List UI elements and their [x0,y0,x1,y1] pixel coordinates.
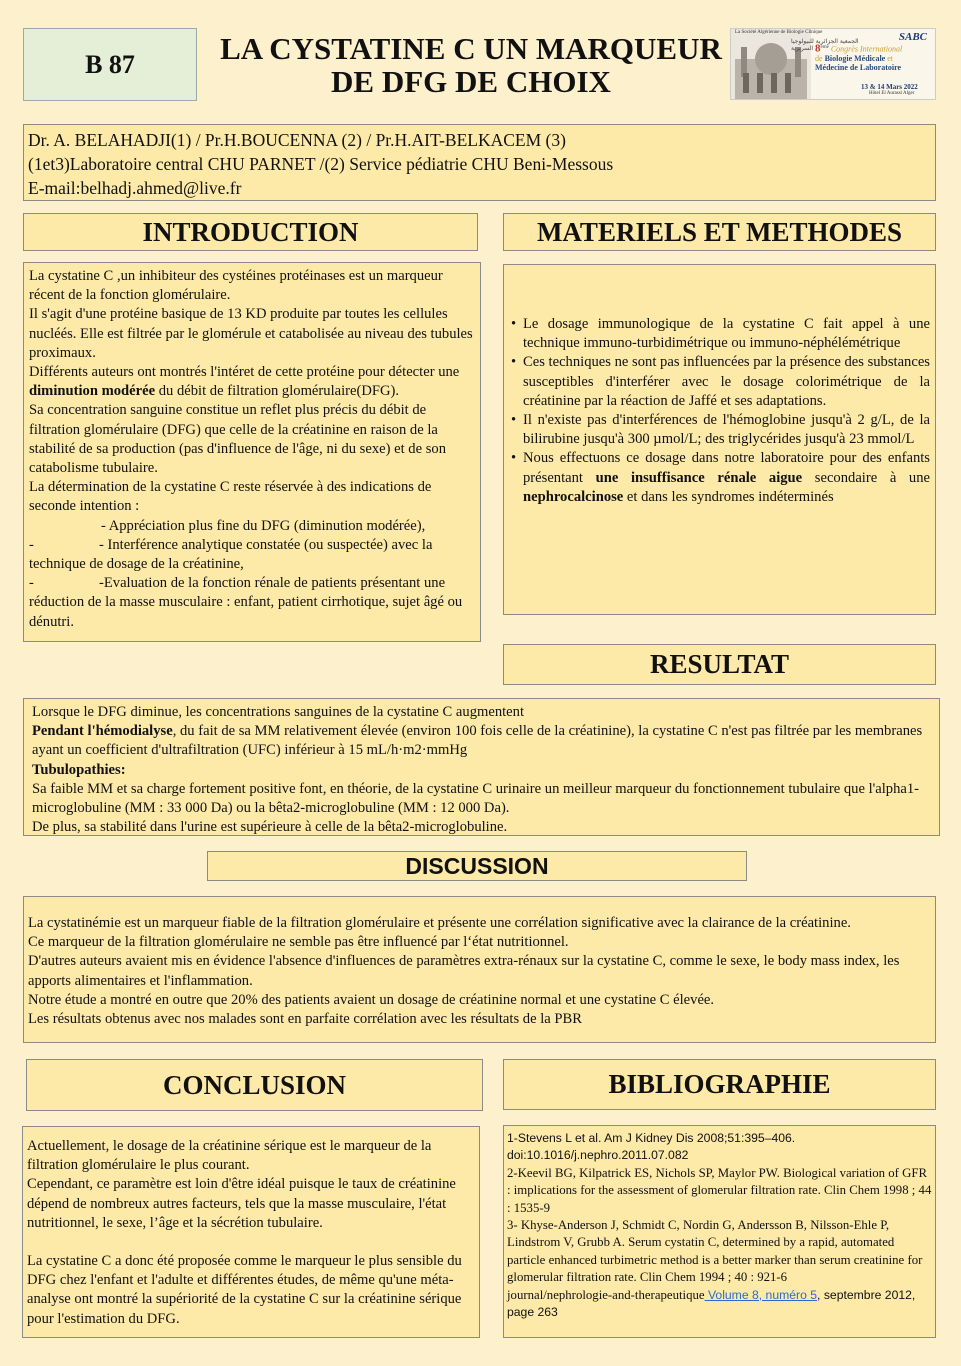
congress-de: de [815,53,823,63]
methods-list [509,315,930,507]
ref-4-journal: journal/nephrologie-and-therapeutique [507,1287,705,1302]
methods-item-4-mid: secondaire à une [802,469,930,486]
resultat-tubulopathies-bold: Tubulopathies: [32,761,126,778]
congress-bio: Biologie Médicale [824,53,886,63]
conclusion-heading: CONCLUSION [162,1069,347,1100]
congress-et: et [887,53,893,63]
authors-email: E-mail:belhadj.ahmed@live.fr [28,178,242,198]
authors-affiliations: (1et3)Laboratoire central CHU PARNET /(2) Service pédiatrie CHU Beni-Messous [28,154,614,174]
methods-item-4 [509,449,930,507]
intro-item-2 [29,536,475,574]
methods-item-4-bold-1: une insuffisance rénale aigue [595,469,803,486]
intro-item-3-text: -Evaluation de la fonction rénale de patients présentant une réduction de la masse musculaire : enfant, patient cirrhotique, sujet âgé ou dénutri. [29,575,463,630]
poster-id: B 87 [85,49,135,79]
resultat-heading: RESULTAT [649,649,790,679]
discussion-line-5: Les résultats obtenus avec nos malades sont en parfaite corrélation avec les résultats de la PBR [28,1011,582,1028]
ref-2: 2-Keevil BG, Kilpatrick ES, Nichols SP, Maylor PW. Biological variation of GFR : implications for the assessment of glomerular filtration rate. Clin Chem 1998 ; 44 : 1535-9 [507,1165,932,1215]
conclusion-p2: Cependant, ce paramètre est loin d'être idéal puisque le taux de créatinine dépend de nombreux autres facteurs, tels que la masse musculaire, l'état nutritionnel, le sexe, l’âge et la sécrétion tubulaire. [27,1176,456,1231]
resultat-hemodialyse-bold: Pendant l'hémodialyse [32,723,173,740]
society-name-ar: الجمعية الجزائرية للبيولوجيا السريرية [791,38,859,52]
resultat-header [503,644,936,685]
congress-med: Médecine de Laboratoire [815,62,902,72]
conclusion-p1: Actuellement, le dosage de la créatinine sérique est le marqueur de la filtration glomérulaire le plus courant. [27,1138,432,1174]
intro-p3-text: Différents auteurs ont montrés l'intéret de cette protéine pour détecter une [29,364,460,381]
methods-item-2: • Ces techniques ne sont pas influencées par la présence des substances susceptibles d'interférer avec le dosage colorimétrique de la créatinine par la réaction de Jaffé et ses adaptations. [509,353,930,411]
resultat-line-2-text: , du fait de sa MM relativement élevée (environ 100 fois celle de la créatinine), la cystatine C n'est pas filtrée par les membranes ayant un coefficient d'ultrafiltration (UFC) inférieur à 15 mL/h·m2·mmHg [32,723,923,759]
title-line-2: DE DFG DE CHOIX [331,64,611,99]
sabc-brand: SABC [898,31,927,43]
poster-title [205,32,737,98]
introduction-body [23,262,481,642]
methods-item-4-text: Nous effectuons ce dosage dans notre laboratoire pour des enfants présentant [523,450,930,486]
methods-heading: MATERIELS ET METHODES [536,216,903,247]
methods-item-1: • Le dosage immunologique de la cystatine C fait appel à une technique immuno-turbidimétrique ou immuno-néphélémétrique [509,315,930,353]
methods-body [503,264,936,615]
ref-4-end: , septembre 2012, page 263 [507,1287,916,1320]
introduction-heading: INTRODUCTION [142,216,359,247]
discussion-body [23,896,936,1043]
discussion-line-4: Notre étude a montré en outre que 20% des patients avaient un dosage de créatinine normal et une cystatine C élevée. [28,991,715,1008]
intro-p5: La détermination de la cystatine C reste réservée à des indications de seconde intention : [29,479,432,515]
congress-venue: Hôtel El Aurassi Alger [869,91,915,96]
intro-item-3 [29,574,475,632]
introduction-header [23,213,478,251]
ref-3: 3- Khyse-Anderson J, Schmidt C, Nordin G, Andersson B, Nilsson-Ehle P, Lindstrom V, Grubb A. Serum cystatin C, determined by a rapid, automated particle enhanced turbimetric method is a better marker than serum creatinine for glomerular filtration rate. Clin Chem 1994 ; 40 : 921-6 [507,1218,923,1285]
discussion-line-2: Ce marqueur de la filtration glomérulaire ne semble pas être influencé par l‘état nutritionnel. [28,934,569,951]
intro-item-2-text: - Interférence analytique constatée (ou suspectée) avec la technique de dosage de la créatinine, [29,536,433,573]
intro-p3-bold: diminution modérée [29,383,156,400]
congress-logo [730,28,936,100]
methods-item-4-bold-2: nephrocalcinose [523,488,624,505]
intro-item-1-text: - Appréciation plus fine du DFG (diminution modérée), [101,517,426,534]
methods-item-4-end: et dans les syndromes indéterminés [623,488,834,505]
intro-p3 [29,363,475,401]
discussion-line-1: La cystatinémie est un marqueur fiable de la filtration glomérulaire et présente une corrélation significative avec la clairance de la créatinine. [28,915,851,931]
intro-item-2-dash: - [29,536,34,553]
ref-4-volume-link[interactable]: Volume 8, numéro 5 [704,1287,818,1302]
bibliographie-body [503,1125,936,1338]
bibliographie-header [503,1059,936,1110]
discussion-header [207,851,747,881]
intro-item-3-dash: - [29,575,34,592]
intro-p1: La cystatine C ,un inhibiteur des cystéines protéinases est un marqueur récent de la fonction glomérulaire. [29,268,443,304]
resultat-body [23,698,940,836]
discussion-heading: DISCUSSION [405,852,549,879]
conclusion-header [26,1059,483,1111]
intro-item-1 [29,517,475,536]
methods-header [503,213,936,251]
resultat-line-2 [32,722,931,760]
society-name-fr: La Société Algérienne de Biologie Clinique [735,30,823,35]
congress-text [815,43,935,72]
poster-id-box [23,28,197,101]
resultat-line-1: Lorsque le DFG diminue, les concentrations sanguines de la cystatine C augmentent [32,704,525,720]
discussion-line-3: D'autres auteurs avaient mis en évidence l'absence d'influences de paramètres extra-rénaux sur la cystatine C, comme le sexe, le body mass index, les apports alimentaires et l'inflammation. [28,953,900,989]
congress-label: Congrès International [830,44,903,54]
congress-dates: 13 & 14 Mars 2022 [861,83,918,91]
congress-number: 8 [815,42,821,55]
resultat-line-3 [32,761,931,780]
intro-p4: Sa concentration sanguine constitue un reflet plus précis du débit de filtration glomérulaire (DFG) que celle de la créatinine en raison de la stabilité de sa production (pas d'influence de l'âge, ni du sexe) et de son catabolisme tubulaire. [29,402,446,477]
bibliographie-heading: BIBLIOGRAPHIE [608,1069,831,1099]
ref-4 [507,1287,932,1322]
intro-p3-end: du débit de filtration glomérulaire(DFG). [155,383,400,400]
title-line-1: LA CYSTATINE C UN MARQUEUR [220,31,722,66]
conclusion-body [22,1126,480,1338]
resultat-line-4: Sa faible MM et sa charge fortement positive font, en théorie, de la cystatine C urinaire un meilleur marqueur du fonctionnement tubulaire que l'alpha1-microglobuline (MM : 33 000 Da) ou la bêta2-microglobuline (MM : 12 000 Da). [32,780,920,817]
congress-suffix: ème [820,45,829,50]
conclusion-p3: La cystatine C a donc été proposée comme le marqueur le plus sensible du DFG chez l'enfant et l'adulte et différentes études, de même qu'une méta-analyse ont montré la supériorité de la cystatine C sur la créatinine sérique pour l'estimation du DFG. [27,1253,462,1327]
methods-item-3: • Il n'existe pas d'interférences de l'hémoglobine jusqu'à 2 g/L, de la bilirubine jusqu'à 300 µmol/L; des triglycérides jusqu'à 23 mmol/L [509,411,930,449]
authors-box [23,124,936,201]
resultat-line-5: De plus, sa stabilité dans l'urine est supérieure à celle de la bêta2-microglobuline. [32,819,508,836]
intro-p2: Il s'agit d'une protéine basique de 13 KD produite par toutes les cellules nucléés. Elle est filtrée par le glomérule et catabolisée au niveau des tubules proximaux. [29,306,473,361]
ref-1: 1-Stevens L et al. Am J Kidney Dis 2008;51:395–406. doi:10.1016/j.nephro.2011.07.082 [507,1131,796,1163]
authors-names: Dr. A. BELAHADJI(1) / Pr.H.BOUCENNA (2) / Pr.H.AIT-BELKACEM (3) [28,130,566,150]
